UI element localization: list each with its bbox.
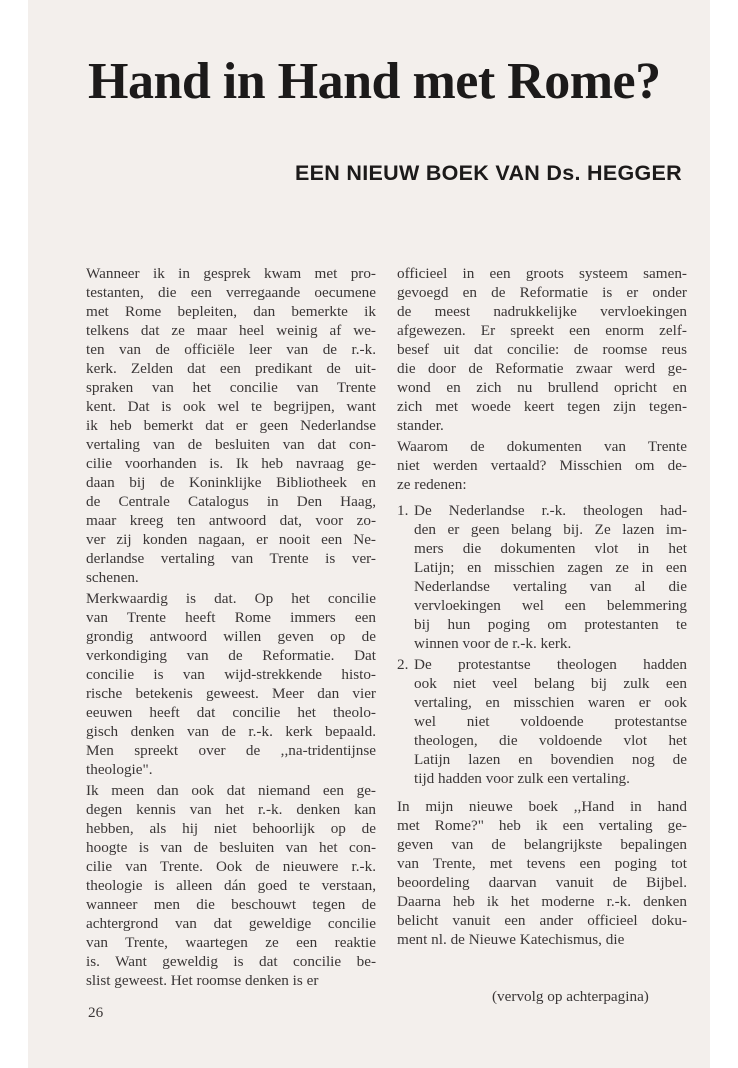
paragraph — [397, 797, 687, 949]
text-line: kerk. Zelden dat een predikant de uit- — [86, 360, 376, 377]
text-line: Latijn; en misschien zagen ze in een — [414, 559, 687, 576]
paragraph — [397, 264, 687, 435]
text-line: ze redenen: — [397, 476, 467, 493]
text-line: wond en zich nu brullend opricht en — [397, 379, 687, 396]
text-line: niet werden vertaald? Misschien om de- — [397, 457, 687, 474]
text-line: Wanneer ik in gesprek kwam met pro- — [86, 265, 376, 282]
text-line: testanten, die een verregaande oecumene — [86, 284, 376, 301]
text-line: belicht vanuit een ander officieel doku- — [397, 912, 687, 929]
text-line: In mijn nieuwe boek ,,Hand in hand — [397, 798, 687, 815]
text-line: ver zij konden nagaan, er nooit een Ne- — [86, 531, 376, 548]
paragraph — [86, 589, 376, 779]
text-line: daan bij de Koninklijke Bibliotheek en — [86, 474, 376, 491]
text-line: De protestantse theologen hadden — [414, 656, 687, 673]
text-line: beoordeling daarvan vanuit de Bijbel. — [397, 874, 687, 891]
paragraph — [86, 781, 376, 990]
text-line: cilie voorhanden is. Ik heb navraag ge- — [86, 455, 376, 472]
text-line: Merkwaardig is dat. Op het concilie — [86, 590, 376, 607]
item-number: 1. — [397, 502, 409, 519]
text-line: is. Want geweldig is dat concilie be- — [86, 953, 376, 970]
text-line: gevoegd en de Reformatie is er onder — [397, 284, 687, 301]
text-line: die door de Reformatie zwaar werd ge- — [397, 360, 687, 377]
text-line: Daarna heb ik het moderne r.-k. denken — [397, 893, 687, 910]
text-line: hebben, als hij niet behoorlijk op de — [86, 820, 376, 837]
article-title: Hand in Hand met Rome? — [88, 53, 661, 110]
text-line: bij hun poging om protestanten te — [414, 616, 687, 633]
text-line: stander. — [397, 417, 444, 434]
text-line: achtergrond van dat geweldige concilie — [86, 915, 376, 932]
paragraph — [86, 264, 376, 587]
text-line: vervloekingen wel een belemmering — [414, 597, 687, 614]
text-line: mers die dokumenten vlot in het — [414, 540, 687, 557]
text-line: hoogte is van de besluiten van het con- — [86, 839, 376, 856]
numbered-item — [397, 501, 687, 653]
text-line: grondig antwoord willen geven op de — [86, 628, 376, 645]
text-line: derlandse vertaling van Trente is ver- — [86, 550, 376, 567]
text-line: telkens dat ze maar heel weinig af we- — [86, 322, 376, 339]
text-line: Latijn lazen en bovendien nog de — [414, 751, 687, 768]
article-subtitle: EEN NIEUW BOEK VAN Ds. HEGGER — [295, 161, 682, 185]
left-column — [86, 264, 376, 990]
text-line: van Trente, met tevens een poging tot — [397, 855, 687, 872]
text-line: maar kreeg ten antwoord dat, voor zo- — [86, 512, 376, 529]
text-line: van Trente, waartegen ze een reaktie — [86, 934, 376, 951]
text-line: tijd hadden voor zulk een vertaling. — [414, 770, 630, 787]
text-line: theologie is alleen dán goed te verstaan, — [86, 877, 376, 894]
text-line: ik heb bemerkt dat er geen Nederlandse — [86, 417, 376, 434]
text-line: zich met woede keert tegen zijn tegen- — [397, 398, 687, 415]
text-line: verkondiging van de Reformatie. Dat — [86, 647, 376, 664]
text-line: Men spreekt over de ,,na-tridentijnse — [86, 742, 376, 759]
text-line: Waarom de dokumenten van Trente — [397, 438, 687, 455]
text-line: spraken van het concilie van Trente — [86, 379, 376, 396]
item-number: 2. — [397, 656, 409, 673]
text-line: besef uit dat concilie: de roomse reus — [397, 341, 687, 358]
numbered-item — [397, 655, 687, 788]
text-line: vertaling van de besluiten van dat con- — [86, 436, 376, 453]
text-line: van Trente heeft Rome immers een — [86, 609, 376, 626]
text-line: degen kennis van het r.-k. denken kan — [86, 801, 376, 818]
text-line: ook niet veel belang bij zulk een — [414, 675, 687, 692]
paragraph — [397, 437, 687, 494]
text-line: ten van de officiële leer van de r.-k. — [86, 341, 376, 358]
text-line: concilie is van wijd-strekkende histo- — [86, 666, 376, 683]
text-line: schenen. — [86, 569, 139, 586]
continued-note: (vervolg op achterpagina) — [492, 988, 649, 1005]
text-line: De Nederlandse r.-k. theologen had- — [414, 502, 687, 519]
text-line: slist geweest. Het roomse denken is er — [86, 972, 319, 989]
text-line: de meest nadrukkelijke vervloekingen — [397, 303, 687, 320]
text-line: kent. Dat is ook wel te begrijpen, want — [86, 398, 376, 415]
text-line: rische betekenis geweest. Meer dan vier — [86, 685, 376, 702]
text-line: wel niet voldoende protestantse — [414, 713, 687, 730]
text-line: winnen voor de r.-k. kerk. — [414, 635, 572, 652]
text-line: wanneer men die beschouwt tegen de — [86, 896, 376, 913]
text-line: officieel in een groots systeem samen- — [397, 265, 687, 282]
text-line: de Centrale Catalogus in Den Haag, — [86, 493, 376, 510]
page-number: 26 — [88, 1004, 104, 1021]
text-line: met Rome bepleiten, dan bemerkte ik — [86, 303, 376, 320]
text-line: gisch denken van de r.-k. kerk bepaald. — [86, 723, 376, 740]
text-line: met Rome?" heb ik een vertaling ge- — [397, 817, 687, 834]
text-line: theologie". — [86, 761, 153, 778]
text-line: Nederlandse vertaling van al die — [414, 578, 687, 595]
text-line: afgewezen. Er spreekt een enorm zelf- — [397, 322, 687, 339]
text-line: geven van de belangrijkste bepalingen — [397, 836, 687, 853]
right-column — [397, 264, 687, 949]
text-line: ment nl. de Nieuwe Katechismus, die — [397, 931, 625, 948]
text-line: theologen, die voldoende vlot het — [414, 732, 687, 749]
text-line: vertaling, en misschien waren er ook — [414, 694, 687, 711]
text-line: cilie van Trente. Ook de nieuwere r.-k. — [86, 858, 376, 875]
text-line: Ik meen dan ook dat niemand een ge- — [86, 782, 376, 799]
text-line: den er geen belang bij. Ze lazen im- — [414, 521, 687, 538]
text-line: eeuwen heeft dat concilie het theolo- — [86, 704, 376, 721]
